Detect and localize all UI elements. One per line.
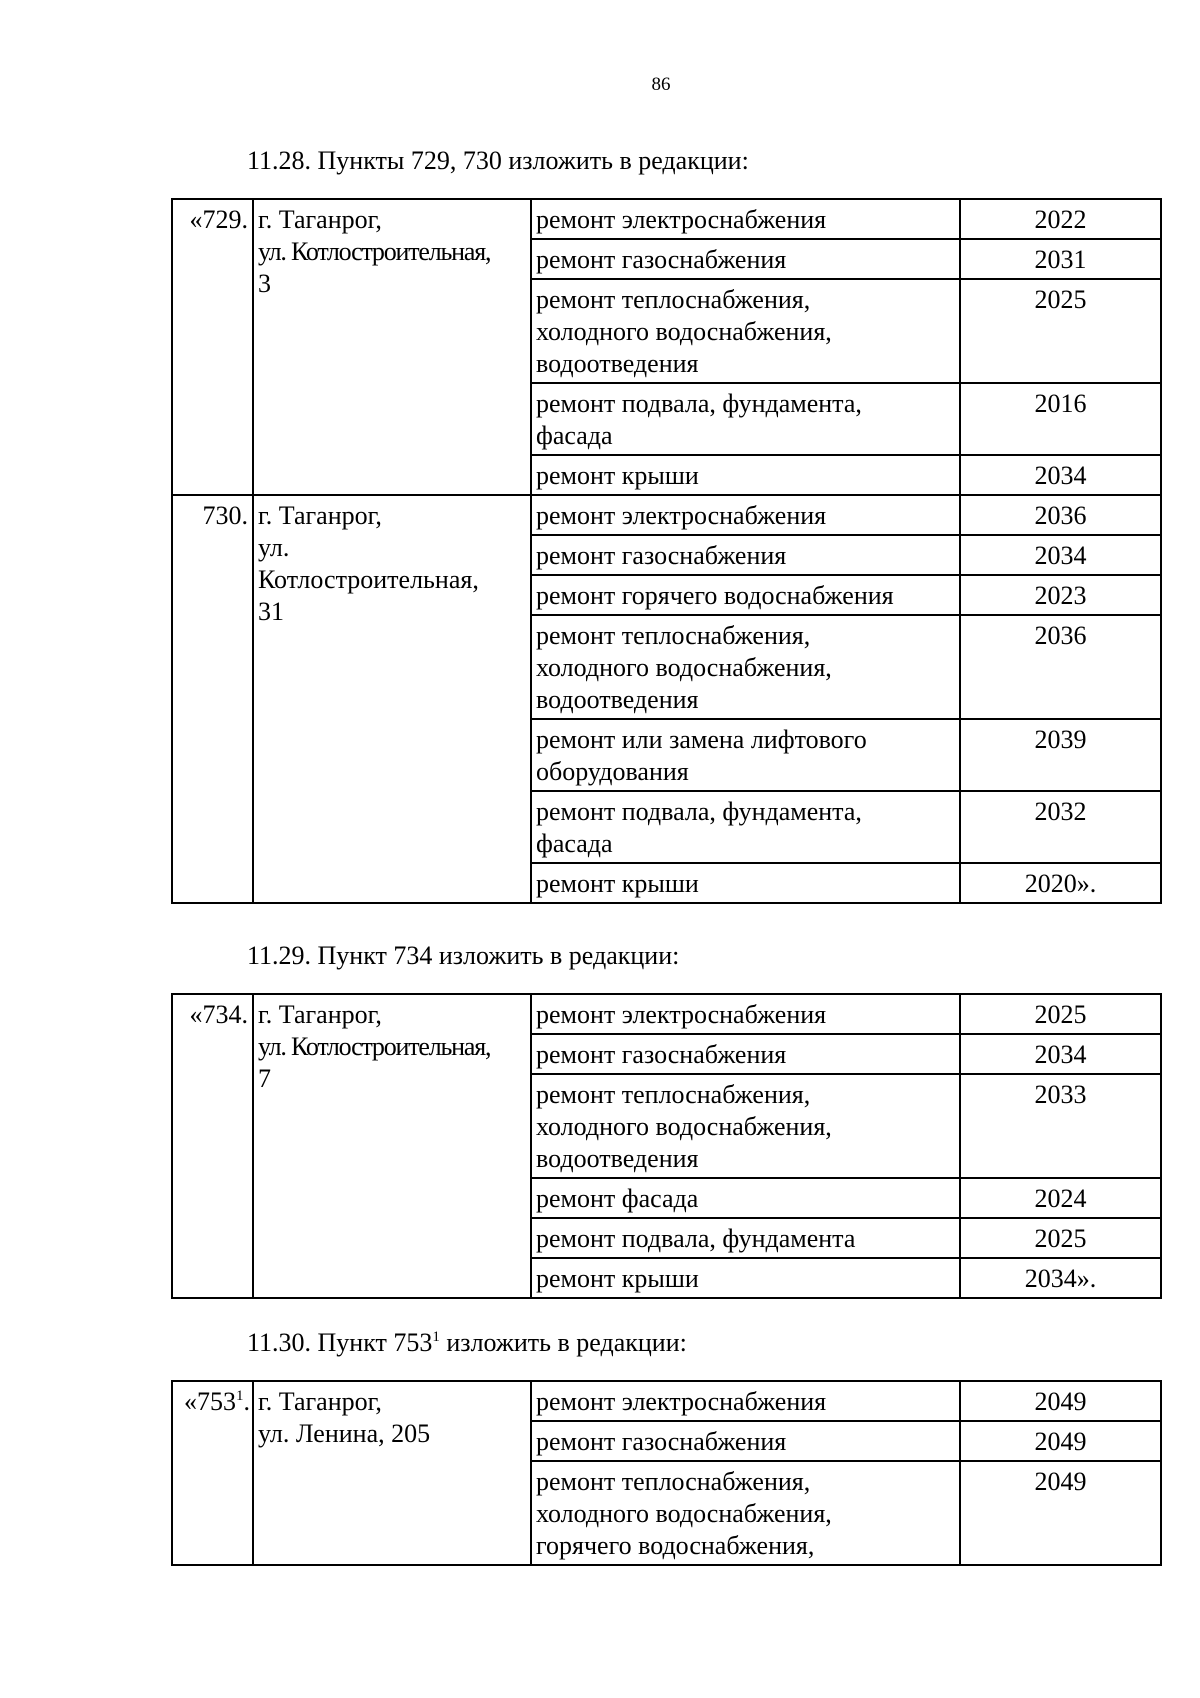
work-year: 2020».: [960, 863, 1161, 903]
work-type: ремонт теплоснабжения, холодного водоснабжения, горячего водоснабжения,: [531, 1461, 960, 1565]
entry-address: г. Таганрог, ул. Ленина, 205: [253, 1381, 531, 1565]
work-year: 2034: [960, 455, 1161, 495]
work-type: ремонт теплоснабжения, холодного водоснабжения, водоотведения: [531, 615, 960, 719]
entries-table-734: [171, 993, 1162, 1299]
work-type: ремонт электроснабжения: [531, 994, 960, 1034]
address-street: ул. Котлостроительная,: [258, 237, 491, 266]
address-city: г. Таганрог,: [258, 1000, 382, 1029]
work-type: ремонт электроснабжения: [531, 199, 960, 239]
work-year: 2023: [960, 575, 1161, 615]
address-house: 7: [258, 1064, 271, 1093]
entry-number-superscript: 1: [236, 1388, 244, 1404]
entry-number: «734.: [172, 994, 253, 1298]
entry-address: г. Таганрог, ул. Котлостроительная, 31: [253, 495, 531, 903]
work-year: 2049: [960, 1421, 1161, 1461]
work-year: 2031: [960, 239, 1161, 279]
work-type: ремонт теплоснабжения, холодного водоснабжения, водоотведения: [531, 1074, 960, 1178]
table-row: [172, 495, 1161, 535]
address-house: 3: [258, 269, 271, 298]
work-year: 2025: [960, 1218, 1161, 1258]
work-year: 2025: [960, 994, 1161, 1034]
page-number: 86: [651, 74, 671, 95]
work-type: ремонт электроснабжения: [531, 495, 960, 535]
entry-number: «729.: [172, 199, 253, 495]
heading-text-tail: изложить в редакции:: [439, 1328, 687, 1357]
work-year: 2049: [960, 1461, 1161, 1565]
entries-table-729-730: [171, 198, 1162, 904]
work-year: 2049: [960, 1381, 1161, 1421]
entry-number: [172, 1381, 253, 1565]
address-city: г. Таганрог,: [258, 205, 382, 234]
work-type: ремонт крыши: [531, 1258, 960, 1298]
section-heading-11-30: [247, 1327, 687, 1359]
work-type: ремонт газоснабжения: [531, 239, 960, 279]
entry-number-main: «753: [184, 1387, 236, 1416]
work-type: ремонт крыши: [531, 455, 960, 495]
work-year: 2022: [960, 199, 1161, 239]
work-year: 2034».: [960, 1258, 1161, 1298]
work-year: 2024: [960, 1178, 1161, 1218]
address-street: ул. Котлостроительная,: [258, 1032, 491, 1061]
work-year: 2034: [960, 1034, 1161, 1074]
work-year: 2032: [960, 791, 1161, 863]
work-type: ремонт подвала, фундамента, фасада: [531, 791, 960, 863]
work-type: ремонт или замена лифтового оборудования: [531, 719, 960, 791]
work-year: 2033: [960, 1074, 1161, 1178]
work-year: 2039: [960, 719, 1161, 791]
entry-address: [253, 994, 531, 1298]
work-type: ремонт газоснабжения: [531, 1034, 960, 1074]
entry-number-tail: .: [243, 1387, 250, 1416]
entries-table-753-1: [171, 1380, 1162, 1566]
work-type: ремонт горячего водоснабжения: [531, 575, 960, 615]
table-row: [172, 199, 1161, 239]
work-type: ремонт электроснабжения: [531, 1381, 960, 1421]
work-type: ремонт крыши: [531, 863, 960, 903]
section-heading-11-29: 11.29. Пункт 734 изложить в редакции:: [247, 941, 680, 970]
work-type: ремонт газоснабжения: [531, 535, 960, 575]
section-heading-11-28: 11.28. Пункты 729, 730 изложить в редакции:: [247, 146, 749, 175]
work-type: ремонт подвала, фундамента, фасада: [531, 383, 960, 455]
work-type: ремонт газоснабжения: [531, 1421, 960, 1461]
work-year: 2036: [960, 615, 1161, 719]
entry-address: [253, 199, 531, 495]
table-row: [172, 1381, 1161, 1421]
table-row: [172, 994, 1161, 1034]
work-type: ремонт подвала, фундамента: [531, 1218, 960, 1258]
work-type: ремонт теплоснабжения, холодного водоснабжения, водоотведения: [531, 279, 960, 383]
work-type: ремонт фасада: [531, 1178, 960, 1218]
heading-superscript: 1: [432, 1329, 440, 1345]
work-year: 2025: [960, 279, 1161, 383]
work-year: 2036: [960, 495, 1161, 535]
work-year: 2016: [960, 383, 1161, 455]
heading-text: 11.30. Пункт 753: [247, 1328, 433, 1357]
work-year: 2034: [960, 535, 1161, 575]
entry-number: 730.: [172, 495, 253, 903]
